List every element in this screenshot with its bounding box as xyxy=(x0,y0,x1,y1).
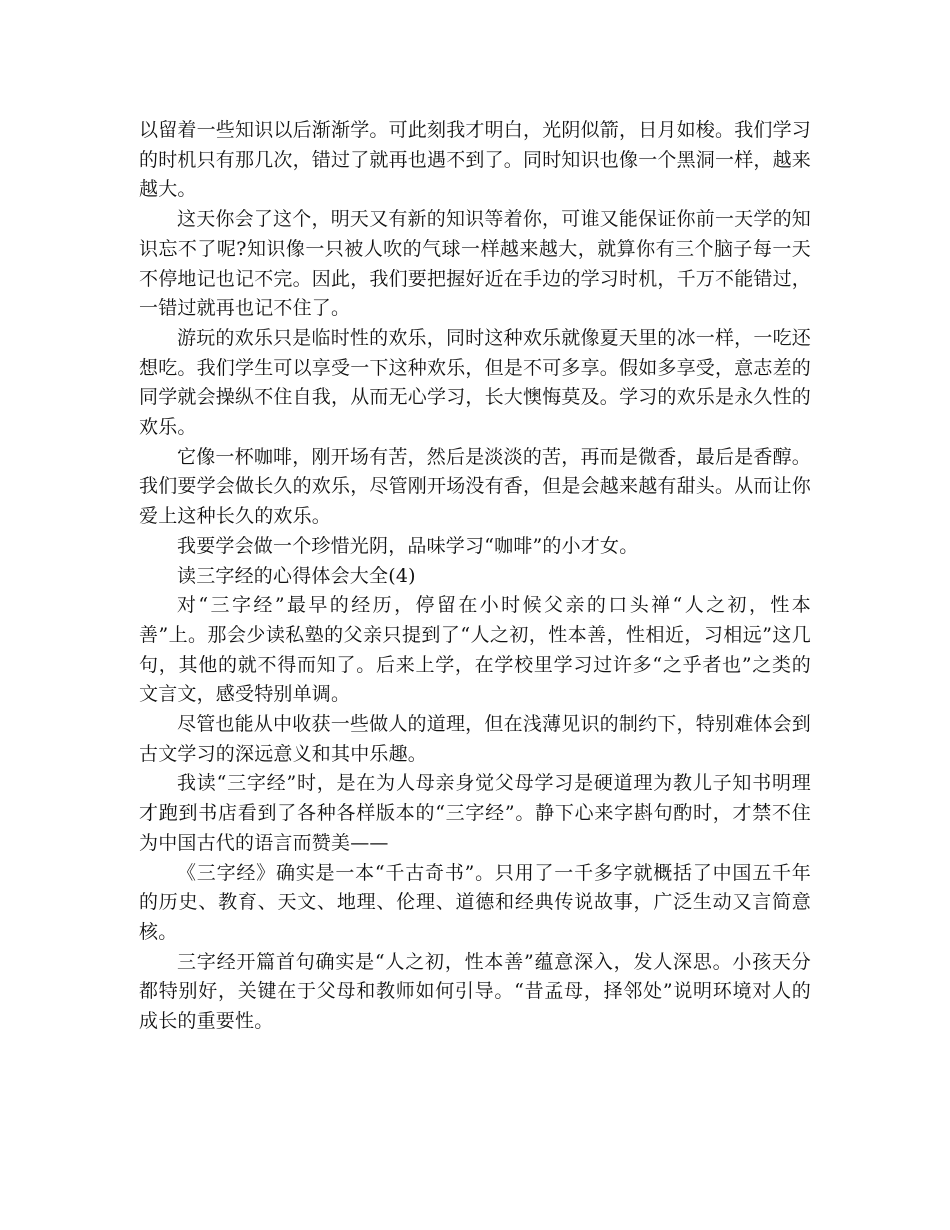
paragraph-8: 我读“三字经”时，是在为人母亲身觉父母学习是硬道理为教儿子知书明理才跑到书店看到了各种各样版本的“三字经”。静下心来字斟句酌时，才禁不住为中国古代的语言而赞美—— xyxy=(139,772,811,854)
paragraph-7: 尽管也能从中收获一些做人的道理，但在浅薄见识的制约下，特别难体会到古文学习的深远意义和其中乐趣。 xyxy=(139,713,811,765)
paragraph-9: 《三字经》确实是一本“千古奇书”。只用了一千多字就概括了中国五千年的历史、教育、天文、地理、伦理、道德和经典传说故事，广泛生动又言简意核。 xyxy=(139,861,811,943)
paragraph-1: 以留着一些知识以后渐渐学。可此刻我才明白，光阴似箭，日月如梭。我们学习的时机只有那几次，错过了就再也遇不到了。同时知识也像一个黑洞一样，越来越大。 xyxy=(139,119,812,201)
paragraph-2: 这天你会了这个，明天又有新的知识等着你，可谁又能保证你前一天学的知识忘不了呢?知识像一只被人吹的气球一样越来越大，就算你有三个脑子每一天不停地记也记不完。因此，我们要把握好近在手边的学习时机，千万不能错过，一错过就再也记不住了。 xyxy=(139,208,812,320)
paragraph-6: 对“三字经”最早的经历，停留在小时候父亲的口头禅“人之初，性本善”上。那会少读私塾的父亲只提到了“人之初，性本善，性相近，习相远”这几句，其他的就不得而知了。后来上学，在学校里学习过许多“之乎者也”之类的文言文，感受特别单调。 xyxy=(139,594,811,706)
paragraph-5: 我要学会做一个珍惜光阴，品味学习“咖啡”的小才女。 xyxy=(177,534,639,557)
document-body xyxy=(139,116,811,1037)
paragraph-10: 三字经开篇首句确实是“人之初，性本善”蕴意深入，发人深思。小孩天分都特别好，关键在于父母和教师如何引导。“昔孟母，择邻处”说明环境对人的成长的重要性。 xyxy=(139,950,811,1033)
section-heading: 读三字经的心得体会大全(4) xyxy=(177,564,416,587)
paragraph-3: 游玩的欢乐只是临时性的欢乐，同时这种欢乐就像夏天里的冰一样，一吃还想吃。我们学生可以享受一下这种欢乐，但是不可多享。假如多享受，意志差的同学就会操纵不住自我，从而无心学习，长大懊悔莫及。学习的欢乐是永久性的欢乐。 xyxy=(139,326,812,439)
paragraph-4: 它像一杯咖啡，刚开场有苦，然后是淡淡的苦，再而是微香，最后是香醇。我们要学会做长久的欢乐，尽管刚开场没有香，但是会越来越有甜头。从而让你爱上这种长久的欢乐。 xyxy=(139,445,812,528)
